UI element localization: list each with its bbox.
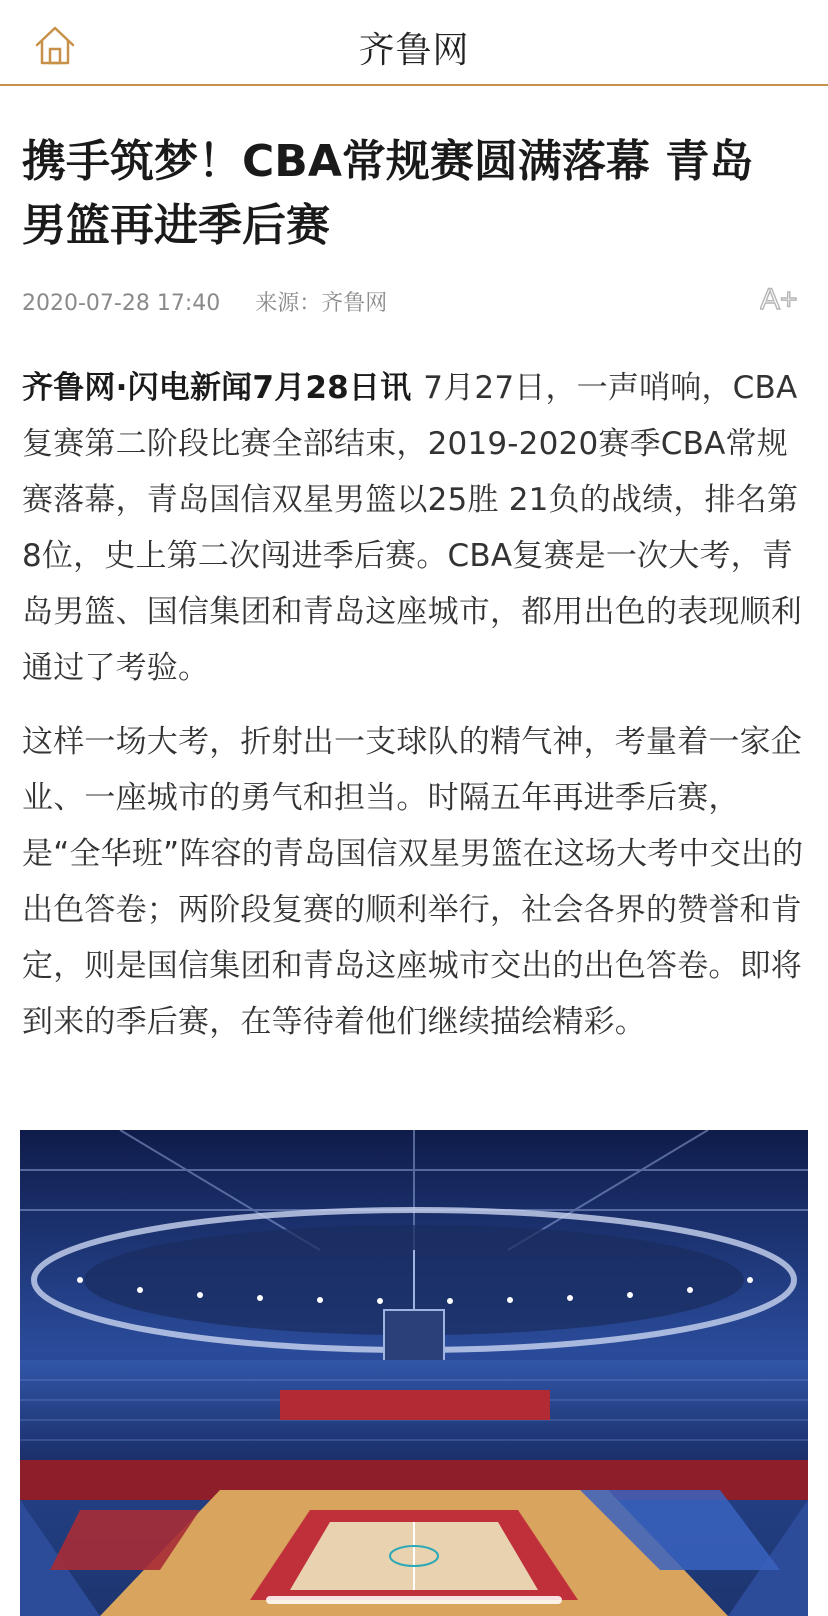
font-size-label: A+ [760, 283, 798, 315]
article-source: 来源：齐鲁网 [255, 291, 388, 316]
paragraph-text: 7月27日，一声哨响，CBA复赛第二阶段比赛全部结束，2019-2020赛季CBA常规赛落幕，青岛国信双星男篮以25胜 21负的战绩，排名第8位，史上第二次闯进季后赛。CBA复赛是一次大考，青岛男篮、国信集团和青岛这座城市，都用出色的表现顺利通过了考验。 [22, 370, 802, 686]
article-paragraph-1 [22, 360, 808, 696]
top-bar [0, 0, 828, 86]
article-meta [22, 286, 387, 317]
article-paragraph-2: 这样一场大考，折射出一支球队的精气神，考量着一家企业、一座城市的勇气和担当。时隔五年再进季后赛，是“全华班”阵容的青岛国信双星男篮在这场大考中交出的出色答卷；两阶段复赛的顺利举行，社会各界的赞誉和肯定，则是国信集团和青岛这座城市交出的出色答卷。即将到来的季后赛，在等待着他们继续描绘精彩。 [22, 724, 804, 1040]
font-size-button[interactable] [760, 280, 804, 316]
home-indicator[interactable] [266, 1596, 562, 1604]
paragraph-lead: 齐鲁网·闪电新闻7月28日讯 [22, 370, 412, 406]
site-title: 齐鲁网 [358, 30, 470, 71]
article-title: 携手筑梦！CBA常规赛圆满落幕 青岛男篮再进季后赛 [22, 136, 754, 251]
font-size-icon [760, 281, 804, 315]
publish-date: 2020-07-28 17:40 [22, 291, 221, 316]
arena-photo[interactable] [20, 1130, 808, 1616]
